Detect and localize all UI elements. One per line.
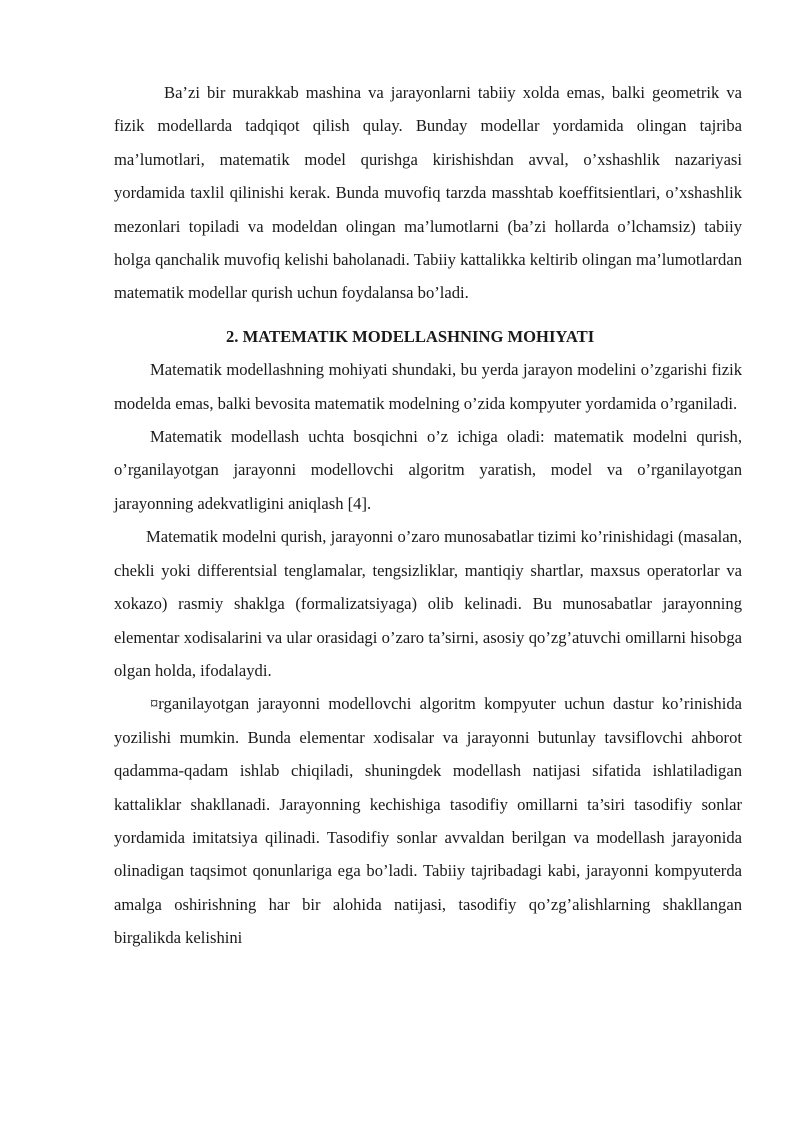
intro-paragraph: Ba’zi bir murakkab mashina va jarayonlarni tabiiy xolda emas, balki geometrik va fizik modellarda tadqiqot qilish qulay. Bunday modellar yordamida olingan tajriba ma’lumotlari, matematik model qurishga kirishishdan avval, o’xshashlik nazariyasi yordamida taxlil qilinishi kerak. Bunda muvofiq tarzda masshtab koeffitsientlari, o’xshashlik mezonlari topiladi va modeldan olingan ma’lumotlarni (ba’zi hollarda o’lchamsiz) tabiiy holga qanchalik muvofiq kelishi baholanadi. Tabiiy kattalikka keltirib olingan ma’lumotlardan matematik modellar qurish uchun foydalansa bo’ladi. bbox=[114, 83, 742, 303]
section-heading: 2. MATEMATIK MODELLASHNING MOHIYATI bbox=[226, 326, 595, 346]
document-page bbox=[114, 76, 742, 955]
paragraph-essence: Matematik modellashning mohiyati shundaki, bu yerda jarayon modelini o’zgarishi fizik modelda emas, balki bevosita matematik modelning o’zida kompyuter yordamida o’rganiladi. bbox=[114, 360, 742, 413]
paragraph-model-building: Matematik modelni qurish, jarayonni o’zaro munosabatlar tizimi ko’rinishidagi (masalan, chekli yoki differentsial tenglamalar, tengsizliklar, mantiqiy shartlar, maxsus operatorlar va xokazo) rasmiy shaklga (formalizatsiyaga) olib kelinadi. Bu munosabatlar jarayonning elementar xodisalarini va ular orasidagi o’zaro ta’sirni, asosiy qo’zg’atuvchi omillarni hisobga olgan holda, ifodalaydi. bbox=[114, 527, 742, 680]
paragraph-stages: Matematik modellash uchta bosqichni o’z ichiga oladi: matematik modelni qurish, o’rganilayotgan jarayonni modellovchi algoritm yaratish, model va o’rganilayotgan jarayonning adekvatligini aniqlash [4]. bbox=[114, 427, 742, 513]
paragraph-algorithm: ¤rganilayotgan jarayonni modellovchi algoritm kompyuter uchun dastur ko’rinishida yozilishi mumkin. Bunda elementar xodisalar va jarayonni butunlay tavsiflovchi ahborot qadamma-qadam ishlab chiqiladi, shuningdek modellash natijasi sifatida ishlatiladigan kattaliklar shakllanadi. Jarayonning kechishiga tasodifiy omillarni ta’siri tasodifiy sonlar yordamida imitatsiya qilinadi. Tasodifiy sonlar avvaldan berilgan va modellash jarayonida olinadigan taqsimot qonunlariga ega bo’ladi. Tabiiy tajribadagi kabi, jarayonni kompyuterda amalga oshirishning har bir alohida natijasi, tasodifiy qo’zg’alishlarning shakllangan birgalikda kelishini bbox=[114, 694, 742, 948]
